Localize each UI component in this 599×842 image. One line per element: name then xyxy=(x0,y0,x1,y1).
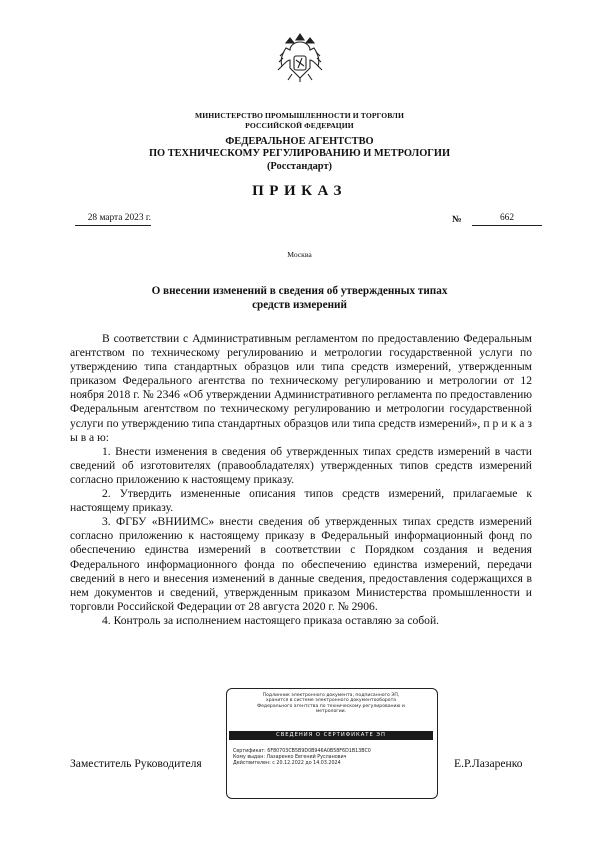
paragraph-item-1: 1. Внести изменения в сведения об утвержденных типах средств измерений в части сведений об изготовителях (правообладателях) утвержденных типов средств измерений согласно приложению к настоящему приказу. xyxy=(70,444,532,486)
order-subject xyxy=(0,284,599,312)
electronic-signature-stamp xyxy=(226,688,438,799)
stamp-header-bar: СВЕДЕНИЯ О СЕРТИФИКАТЕ ЭП xyxy=(229,731,433,740)
stamp-cert-label: Сертификат: xyxy=(233,749,266,754)
coat-of-arms-russia-icon xyxy=(276,30,324,84)
agency-name xyxy=(0,136,599,173)
stamp-owner-label: Кому выдан: xyxy=(233,755,265,760)
order-number: 662 xyxy=(472,212,542,226)
stamp-notice xyxy=(233,693,429,715)
ministry-name xyxy=(0,111,599,130)
stamp-certificate-info xyxy=(233,749,371,767)
stamp-notice-line-3: Федерального агентства по техническому регулированию и xyxy=(257,703,405,709)
stamp-notice-line-2: хранится в системе электронного документооборота xyxy=(265,698,397,704)
order-body xyxy=(70,332,532,628)
stamp-notice-line-4: метрологии. xyxy=(315,709,347,715)
signatory-title: Заместитель Руководителя xyxy=(70,757,202,770)
stamp-notice-line-1: Подлинник электронного документа, подписанного ЭП, xyxy=(262,693,400,698)
paragraph-item-2: 2. Утвердить измененные описания типов средств измерений, прилагаемые к настоящему приказу. xyxy=(70,487,532,515)
order-city: Москва xyxy=(287,250,312,259)
agency-line-3: (Росстандарт) xyxy=(266,160,333,172)
paragraph-item-4: 4. Контроль за исполнением настоящего приказа оставляю за собой. xyxy=(102,613,440,627)
stamp-valid-label: Действителен: xyxy=(233,761,271,766)
stamp-valid-value: с 20.12.2022 до 14.03.2024 xyxy=(272,761,341,766)
stamp-valid-row xyxy=(233,761,371,767)
ministry-line-1: МИНИСТЕРСТВО ПРОМЫШЛЕННОСТИ И ТОРГОВЛИ xyxy=(195,111,404,120)
stamp-cert-value: 6F80703CB5B9D0B946A0B58F6D1B13BC0 xyxy=(267,749,371,754)
subject-line-2: средств измерений xyxy=(252,299,347,311)
agency-line-1: ФЕДЕРАЛЬНОЕ АГЕНТСТВО xyxy=(225,136,374,147)
ministry-line-2: РОССИЙСКОЙ ФЕДЕРАЦИИ xyxy=(245,120,354,130)
subject-line-1: О внесении изменений в сведения об утвержденных типах xyxy=(151,285,448,297)
paragraph-item-3: 3. ФГБУ «ВНИИМС» внести сведения об утвержденных типах средств измерений согласно приложению к настоящему приказу в Федеральный информационный фонд по обеспечению единства измерений в соответствии с Порядком создания и ведения Федерального информационного фонда по обеспечению единства измерений, передачи сведений в него и внесения изменений в данные сведения, предоставления содержащихся в нем документов и сведений, утвержденным приказом Министерства промышленности и торговли Российской Федерации от 28 августа 2020 г. № 2906. xyxy=(70,515,532,613)
order-date: 28 марта 2023 г. xyxy=(75,212,151,226)
order-title: ПРИКАЗ xyxy=(252,183,347,199)
paragraph-preamble: В соответствии с Административным регламентом по предоставлению Федеральным агентством по техническому регулированию и метрологии государственной услуги по утверждению типа стандартных образцов или типа средств измерений, утвержденным приказом Федерального агентства по техническому регулированию и метрологии от 12 ноября 2018 г. № 2346 «Об утверждении Административного регламента по предоставлению Федеральным агентством по техническому регулированию и метрологии государственной услуги по утверждению типа стандартных образцов или типа средств измерений», п р и к а з ы в а ю: xyxy=(70,332,532,444)
stamp-owner-value: Лазаренко Евгений Русланович xyxy=(266,755,347,760)
agency-line-2: ПО ТЕХНИЧЕСКОМУ РЕГУЛИРОВАНИЮ И МЕТРОЛОГИИ xyxy=(148,148,451,160)
signatory-name: Е.Р.Лазаренко xyxy=(454,757,523,770)
order-number-label: № xyxy=(452,214,462,225)
